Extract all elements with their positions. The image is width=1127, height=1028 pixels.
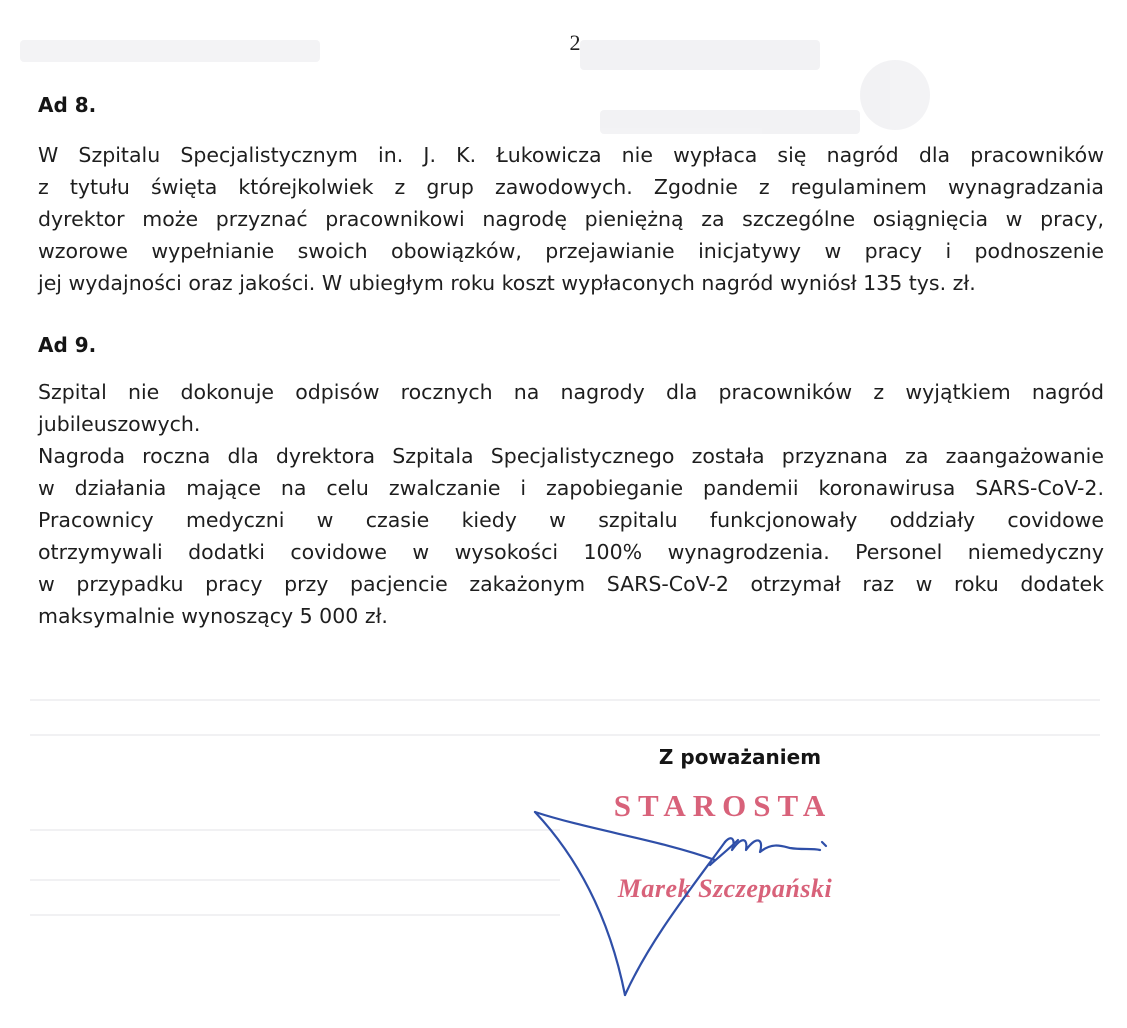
text-line: dyrektor może przyznać pracownikowi nagrodę pieniężną za szczególne osiągnięcia w pracy, [38,207,1104,231]
closing-salutation: Z poważaniem [658,745,822,769]
text-line: z tytułu święta którejkolwiek z grup zawodowych. Zgodnie z regulaminem wynagradzania [38,175,1104,199]
text-line: W Szpitalu Specjalistycznym in. J. K. Łukowicza nie wypłaca się nagród dla pracowników [38,143,1104,167]
text-line: w przypadku pracy przy pacjencie zakażonym SARS-CoV-2 otrzymał raz w roku dodatek [38,572,1104,596]
section-body-ad-8 [38,139,1104,299]
text-line: otrzymywali dodatki covidowe w wysokości 100% wynagrodzenia. Personel niemedyczny [38,540,1104,564]
section-heading-ad-8: Ad 8. [38,93,97,117]
text-line: maksymalnie wynoszący 5 000 zł. [38,604,388,628]
stamp-title: STAROSTA [613,788,833,823]
text-line: w działania mające na celu zwalczanie i zapobieganie pandemii koronawirusa SARS-CoV-2. [38,476,1104,500]
text-line: Pracownicy medyczni w czasie kiedy w szpitalu funkcjonowały oddziały covidowe [38,508,1104,532]
text-line: wzorowe wypełnianie swoich obowiązków, przejawianie inicjatywy w pracy i podnoszenie [38,239,1104,263]
section-body-ad-9 [38,376,1104,632]
handwritten-signature [520,790,840,1010]
section-heading-ad-9: Ad 9. [38,333,97,357]
stamp-name: Marek Szczepański [617,874,833,903]
text-line: Szpital nie dokonuje odpisów rocznych na nagrody dla pracowników z wyjątkiem nagród [38,380,1104,404]
page-number: 2 [569,30,581,55]
text-line: jej wydajności oraz jakości. W ubiegłym roku koszt wypłaconych nagród wyniósł 135 tys. zł. [38,271,976,295]
text-line: jubileuszowych. [38,412,201,436]
text-line: Nagroda roczna dla dyrektora Szpitala Specjalistycznego została przyznana za zaangażowanie [38,444,1104,468]
